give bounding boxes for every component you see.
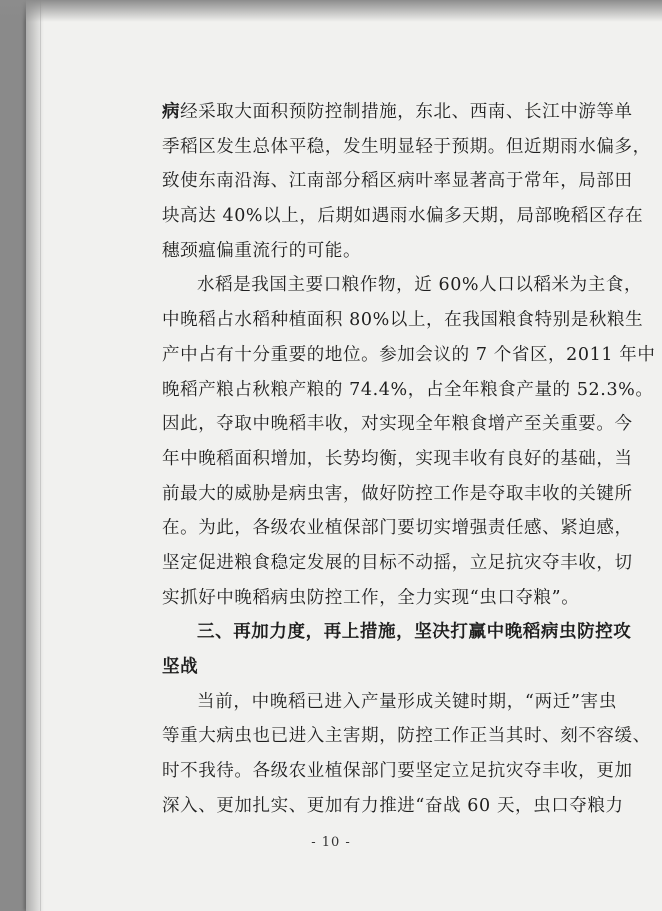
document-body [162,95,656,823]
binding-shadow [26,0,44,911]
paragraph-continuation [162,95,651,268]
text-line: 产中占有十分重要的地位。参加会议的 7 个省区，2011 年中 [162,344,656,365]
text-line: 在。为此，各级农业植保部门要切实增强责任感、紧迫感， [162,518,633,539]
text-line: 时不我待。各级农业植保部门要坚定立足抗灾夺丰收，更加 [162,761,633,782]
text-line: 致使东南沿海、江南部分稻区病叶率显著高于常年，局部田 [162,171,633,192]
text-line: 中晚稻占水稻种植面积 80%以上，在我国粮食特别是秋粮生 [162,310,644,331]
heading-line: 三、再加力度，再上措施，坚决打赢中晚稻病虫防控攻 [197,622,632,643]
text-line: 实抓好中晚稻病虫防控工作，全力实现“虫口夺粮”。 [162,587,580,608]
page-number: - 10 - [311,835,351,850]
text-line: 水稻是我国主要口粮作物，近 60%人口以稻米为主食， [197,275,643,296]
text-line: 晚稻产粮占秋粮产粮的 74.4%，占全年粮食产量的 52.3%。 [162,379,654,400]
text-line: 前最大的威胁是病虫害，做好防控工作是夺取丰收的关键所 [162,483,633,504]
section-heading [162,615,632,684]
text-line: 年中晚稻面积增加，长势均衡，实现丰收有良好的基础，当 [162,448,633,469]
text-line: 等重大病虫也已进入主害期，防控工作正当其时、刻不容缓、 [162,726,651,747]
text-line: 块高达 40%以上，后期如遇雨水偏多天期，局部晚稻区存在 [162,206,644,227]
text-line: 因此，夺取中晚稻丰收，对实现全年粮食增产至关重要。今 [162,414,633,435]
lead-bold-char: 病 [162,102,181,122]
text-line: 季稻区发生总体平稳，发生明显轻于预期。但近期雨水偏多， [162,136,651,157]
paragraph [162,268,656,615]
text-line: 深入、更加扎实、更加有力推进“奋战 60 天，虫口夺粮力 [162,795,624,816]
text-line: 穗颈瘟偏重流行的可能。 [162,240,362,261]
heading-line: 坚战 [162,657,199,677]
text-line: 当前，中晚稻已进入产量形成关键时期，“两迁”害虫 [197,691,617,712]
text-line: 坚定促进粮食稳定发展的目标不动摇，立足抗灾夺丰收，切 [162,552,633,573]
fold-line [40,0,41,911]
paragraph [162,685,651,824]
text-line: 病经采取大面积预防控制措施，东北、西南、长江中游等单 [162,102,633,122]
top-edge-shadow [0,0,662,22]
